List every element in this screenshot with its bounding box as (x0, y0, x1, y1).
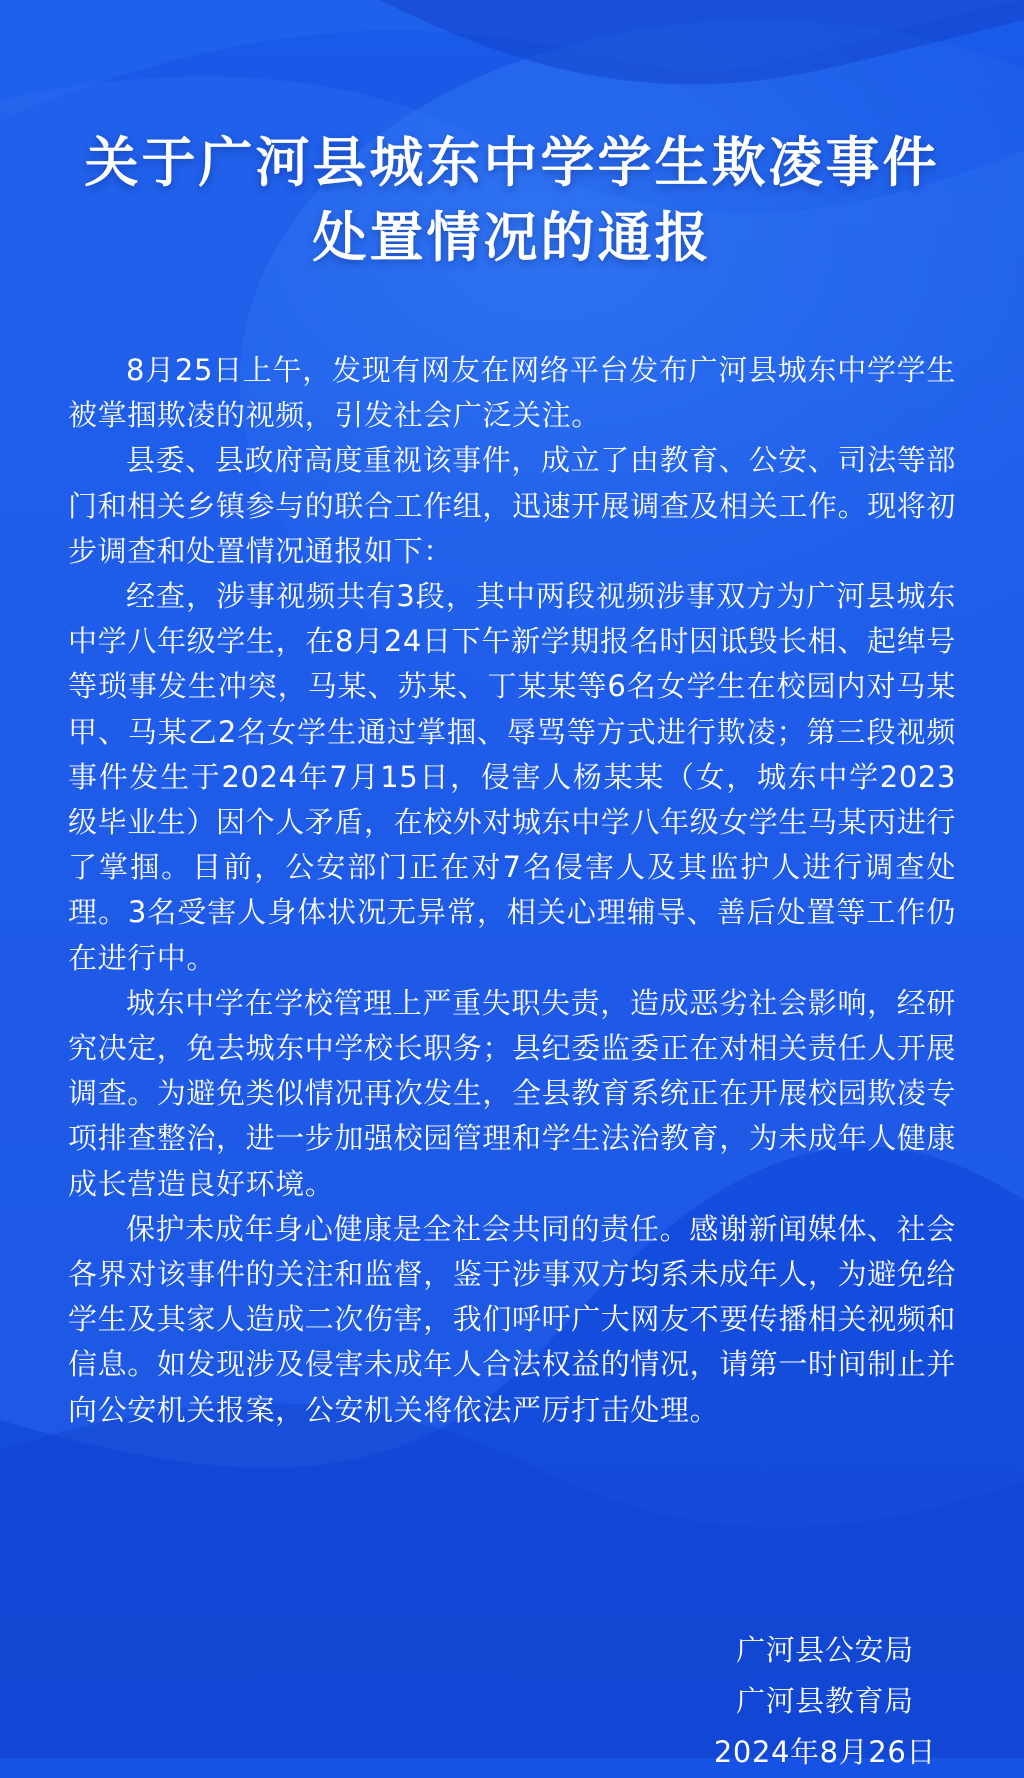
notice-title-line2: 处置情况的通报 (312, 206, 712, 269)
notice-title-line1: 关于广河县城东中学学生欺凌事件 (84, 131, 940, 194)
signature-block (714, 1625, 936, 1778)
paragraph-2: 县委、县政府高度重视该事件，成立了由教育、公安、司法等部门和相关乡镇参与的联合工作组，迅速开展调查及相关工作。现将初步调查和处置情况通报如下： (68, 443, 957, 568)
paragraph-3: 经查，涉事视频共有3段，其中两段视频涉事双方为广河县城东中学八年级学生，在8月24日下午新学期报名时因诋毁长相、起绰号等琐事发生冲突，马某、苏某、丁某某等6名女学生在校园内对马某甲、马某乙2名女学生通过掌掴、辱骂等方式进行欺凌；第三段视频事件发生于2024年7月15日，侵害人杨某某（女，城东中学2023级毕业生）因个人矛盾，在校外对城东中学八年级女学生马某丙进行了掌掴。目前，公安部门正在对7名侵害人及其监护人进行调查处理。3名受害人身体状况无异常，相关心理辅导、善后处置等工作仍在进行中。 (68, 579, 957, 975)
signature-org-police: 广河县公安局 (736, 1633, 914, 1667)
signature-date: 2024年8月26日 (713, 1735, 936, 1769)
paragraph-5: 保护未成年身心健康是全社会共同的责任。感谢新闻媒体、社会各界对该事件的关注和监督，鉴于涉事双方均系未成年人，为避免给学生及其家人造成二次伤害，我们呼吁广大网友不要传播相关视频和信息。如发现涉及侵害未成年人合法权益的情况，请第一时间制止并向公安机关报案，公安机关将依法严厉打击处理。 (68, 1211, 957, 1427)
notice-body (68, 348, 956, 1433)
paragraph-1: 8月25日上午，发现有网友在网络平台发布广河县城东中学学生被掌掴欺凌的视频，引发社会广泛关注。 (68, 353, 956, 433)
paragraph-4: 城东中学在学校管理上严重失职失责，造成恶劣社会影响，经研究决定，免去城东中学校长职务；县纪委监委正在对相关责任人开展调查。为避免类似情况再次发生，全县教育系统正在开展校园欺凌专项排查整治，进一步加强校园管理和学生法治教育，为未成年人健康成长营造良好环境。 (68, 985, 957, 1201)
signature-org-education: 广河县教育局 (736, 1684, 914, 1718)
